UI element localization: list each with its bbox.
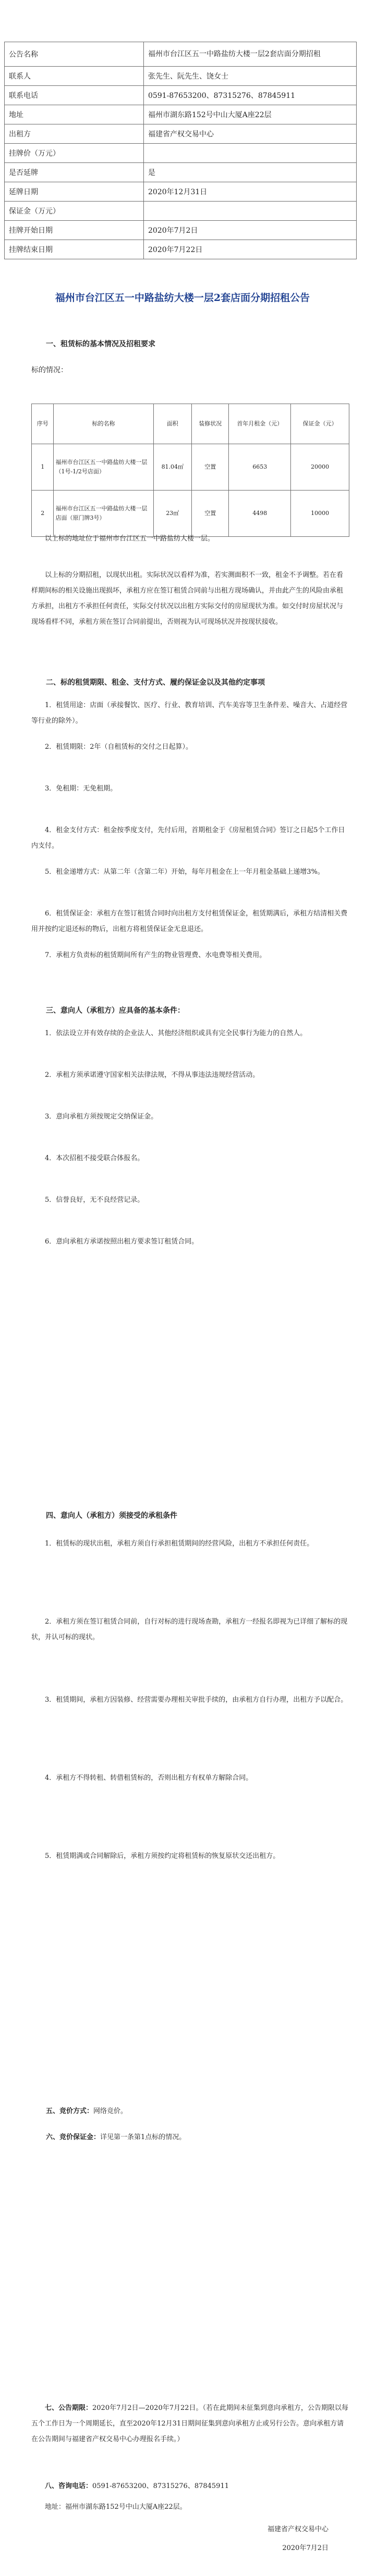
section-7 xyxy=(31,2401,349,2447)
info-key: 联系人 xyxy=(5,67,144,86)
list-item: 3．意向承租方须按规定交纳保证金。 xyxy=(45,1113,158,1121)
info-value: 福州市台江区五一中路盐纺大楼一层2套店面分期招租 xyxy=(144,42,357,67)
info-row xyxy=(5,221,357,240)
info-key: 出租方 xyxy=(5,124,144,144)
info-value xyxy=(144,202,357,221)
list-item: 5．租金递增方式：从第二年（含第二年）开始，每年月租金在上一年月租金基础上递增3%。 xyxy=(45,868,324,876)
info-value: 2020年7月2日 xyxy=(144,221,357,240)
lease-row xyxy=(32,444,349,491)
list-item: 6．意向承租方承诺按照出租方要求签订租赁合同。 xyxy=(45,1238,199,1246)
section-2-heading: 二、标的租赁期限、租金、支付方式、履约保证金以及其他约定事项 xyxy=(46,678,265,687)
info-row xyxy=(5,182,357,202)
info-key: 是否延牌 xyxy=(5,163,144,182)
info-key: 联系电话 xyxy=(5,86,144,105)
lease-header-cell: 序号 xyxy=(32,404,54,444)
lease-header-cell: 装修状况 xyxy=(192,404,229,444)
info-row xyxy=(5,105,357,124)
lease-header-cell: 首年月租金（元） xyxy=(229,404,291,444)
info-key: 公告名称 xyxy=(5,42,144,67)
info-value: 是 xyxy=(144,163,357,182)
lease-row xyxy=(32,491,349,537)
list-item: 2．承租方须承诺遵守国家相关法律法规，不得从事违法违规经营活动。 xyxy=(45,1071,260,1079)
lease-cell-deposit: 20000 xyxy=(291,444,349,491)
lease-cell-name: 福州市台江区五一中路盐纺大楼一层店面（原门牌3号） xyxy=(54,491,153,537)
section-8-text: 0591-87653200、87315276、87845911 xyxy=(92,2482,229,2490)
info-value: 2020年12月31日 xyxy=(144,182,357,202)
info-row xyxy=(5,67,357,86)
lease-cell-deco: 空置 xyxy=(192,444,229,491)
list-item: 6．租赁保证金：承租方在签订租赁合同时向出租方支付租赁保证金，租赁期满后，承租方结清相关费用并按约定退还标的物后，出租方将租赁保证金无息退还。 xyxy=(31,910,348,933)
info-key: 地址 xyxy=(5,105,144,124)
page-title: 福州市台江区五一中路盐纺大楼一层2套店面分期招租公告 xyxy=(55,292,310,304)
info-key: 保证金（万元） xyxy=(5,202,144,221)
section-3-heading: 三、意向人（承租方）应具备的基本条件： xyxy=(46,1007,185,1015)
info-value: 张先生、阮先生、饶女士 xyxy=(144,67,357,86)
lease-header-cell: 标的名称 xyxy=(54,404,153,444)
lease-header-cell: 保证金（元） xyxy=(291,404,349,444)
list-item: 4．承租方不得转租、转借租赁标的，否则出租方有权单方解除合同。 xyxy=(45,1774,253,1782)
lease-cell-deco: 空置 xyxy=(192,491,229,537)
info-table xyxy=(4,42,357,259)
list-item: 1．依法设立并有效存续的企业法人、其他经济组织或具有完全民事行为能力的自然人。 xyxy=(45,1029,307,1037)
list-item: 1．租赁用途：店面（承接餐饮、医疗、行业、教育培训、汽车美容等卫生条件差、噪音大、占道经营等行业的除外）。 xyxy=(31,701,348,725)
lease-cell-deposit: 10000 xyxy=(291,491,349,537)
list-item: 2．租赁期限：2年（自租赁标的交付之日起算）。 xyxy=(45,743,193,751)
lease-header-cell: 面积 xyxy=(153,404,191,444)
list-item: 3．免租期：无免租期。 xyxy=(45,785,117,793)
info-row xyxy=(5,163,357,182)
info-key: 挂牌开始日期 xyxy=(5,221,144,240)
list-item: 2．承租方须在签订租赁合同前，自行对标的进行现场查勘，承租方一经报名即视为已详细了解标的现状，并认可标的现状。 xyxy=(31,1618,348,1641)
info-row xyxy=(5,202,357,221)
info-key: 挂牌价（万元） xyxy=(5,144,144,163)
lease-cell-area: 81.04㎡ xyxy=(153,444,191,491)
lease-cell-name: 福州市台江区五一中路盐纺大楼一层（1号-1/2号店面） xyxy=(54,444,153,491)
lease-cell-no: 1 xyxy=(32,444,54,491)
section-1-sub: 标的情况： xyxy=(31,366,68,374)
footer-date: 2020年7月2日 xyxy=(282,2544,328,2552)
info-key: 挂牌结束日期 xyxy=(5,240,144,259)
section-1-heading: 一、租赁标的基本情况及招租要求 xyxy=(46,340,155,348)
lease-cell-area: 23㎡ xyxy=(153,491,191,537)
section-6-heading: 六、竞价保证金： xyxy=(46,2133,101,2141)
list-item: 5．租赁期满或合同解除后，承租方须按约定将租赁标的恢复原状交还出租方。 xyxy=(45,1852,280,1860)
list-item: 4．本次招租不接受联合体报名。 xyxy=(45,1154,144,1162)
section-6 xyxy=(46,2130,348,2145)
info-key: 延牌日期 xyxy=(5,182,144,202)
list-item: 3．租赁期间，承租方因装修、经营需要办理相关审批手续的，由承租方自行办理，出租方予以配合。 xyxy=(45,1696,348,1704)
section-8 xyxy=(31,2479,349,2494)
lease-cell-no: 2 xyxy=(32,491,54,537)
section-5-text: 网络竞价。 xyxy=(93,2107,128,2115)
section-7-text: 2020年7月2日—2020年7月22日。（若在此期间未征集到意向承租方，公告期限以每五个工作日为一个周期延长，直至2020年12月31日期间征集到意向承租方止或另行公告。意向承租方请在公告期间与福建省产权交易中心办理报名手续。） xyxy=(31,2404,349,2443)
lease-cell-rent: 4498 xyxy=(229,491,291,537)
list-item: 7．承租方负责标的租赁期间所有产生的物业管理费、水电费等相关费用。 xyxy=(45,951,266,959)
section-5-heading: 五、竞价方式： xyxy=(46,2107,94,2115)
section-4-heading: 四、意向人（承租方）须接受的承租条件 xyxy=(46,1512,177,1520)
section-6-text: 详见第一条第1点标的情况。 xyxy=(100,2133,186,2141)
info-row xyxy=(5,240,357,259)
lease-status-paragraph: 以上标的分期招租，以现状出租。实际状况以看样为准，若实测面积不一致，租金不予调整。若在看样期间标的相关设施出现损坏，承租方应在签订租赁合同前与出租方现场确认，并由此产生的风险由承租方承担，出租方不承担任何责任，实际交付状况以出租方实际交付的房屋现状为准。如交付时房屋状况与现场看样不同，承租方须在签订合同前提出，否则视为认可现场状况并按现状接收。 xyxy=(31,571,344,626)
section-8-address: 地址：福州市湖东路152号中山大厦A座22层。 xyxy=(45,2503,187,2511)
info-row xyxy=(5,144,357,163)
info-value xyxy=(144,144,357,163)
section-7-heading: 七、公告期限： xyxy=(45,2404,93,2412)
list-item: 1．租赁标的现状出租，承租方须自行承担租赁期间的经营风险，出租方不承担任何责任。 xyxy=(45,1540,314,1548)
info-value: 2020年7月22日 xyxy=(144,240,357,259)
list-item: 5．信誉良好，无不良经营记录。 xyxy=(45,1196,144,1204)
info-row xyxy=(5,86,357,105)
lease-note: 以上标的地址位于福州市台江区五一中路盐纺大楼一层。 xyxy=(45,535,215,543)
info-row xyxy=(5,124,357,144)
info-value: 福州市湖东路152号中山大厦A座22层 xyxy=(144,105,357,124)
section-8-heading: 八、咨询电话： xyxy=(45,2482,93,2490)
info-row xyxy=(5,42,357,67)
list-item: 4．租金支付方式：租金按季度支付，先付后用，首期租金于《房屋租赁合同》签订之日起5个工作日内支付。 xyxy=(31,826,345,850)
section-5 xyxy=(46,2104,348,2119)
info-value: 福建省产权交易中心 xyxy=(144,124,357,144)
footer-signature xyxy=(267,2520,328,2558)
footer-org: 福建省产权交易中心 xyxy=(267,2525,328,2533)
info-value: 0591-87653200、87315276、87845911 xyxy=(144,86,357,105)
lease-cell-rent: 6653 xyxy=(229,444,291,491)
lease-table xyxy=(31,404,349,537)
